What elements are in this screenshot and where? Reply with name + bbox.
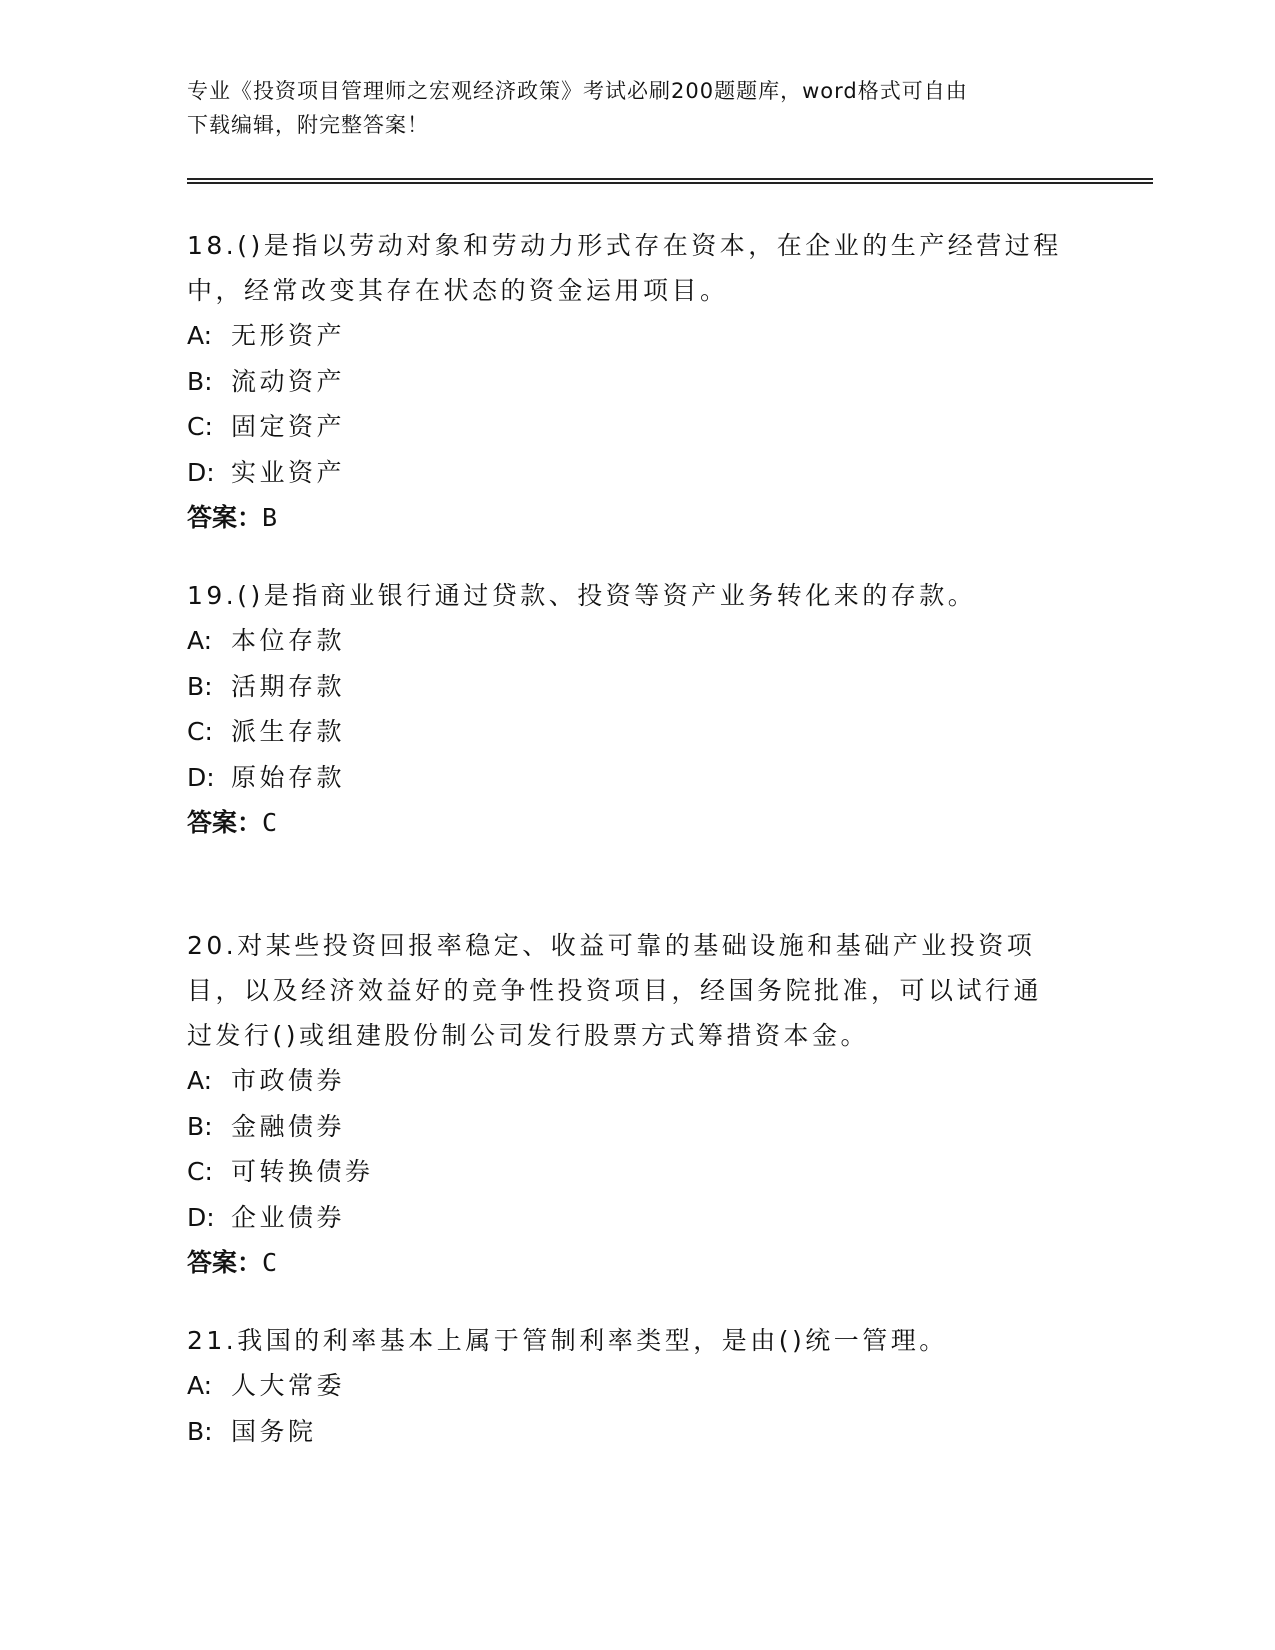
option-text: 流动资产 bbox=[231, 366, 346, 396]
option-text: 固定资产 bbox=[231, 412, 346, 441]
option-key: C: bbox=[187, 717, 213, 746]
document-header bbox=[187, 74, 1067, 142]
option-key: B: bbox=[187, 1111, 213, 1141]
header-line-1: 专业《投资项目管理师之宏观经济政策》考试必刷200题题库，word格式可自由 bbox=[187, 79, 968, 103]
answer-line bbox=[187, 1240, 1067, 1286]
question-stem: 18.()是指以劳动对象和劳动力形式存在资本，在企业的生产经营过程中，经常改变其存在状态的资金运用项目。 bbox=[187, 231, 1062, 305]
option-a bbox=[187, 618, 1067, 664]
question-stem: 21.我国的利率基本上属于管制利率类型，是由()统一管理。 bbox=[187, 1326, 948, 1355]
option-text: 企业债券 bbox=[231, 1202, 346, 1232]
option-text: 原始存款 bbox=[231, 762, 346, 792]
option-key: B: bbox=[187, 366, 213, 396]
header-double-rule bbox=[187, 178, 1153, 184]
option-a bbox=[187, 1058, 1067, 1104]
option-b bbox=[187, 359, 1067, 405]
option-b bbox=[187, 1409, 1067, 1455]
header-line-2: 下载编辑，附完整答案！ bbox=[187, 113, 429, 137]
question-stem: 19.()是指商业银行通过贷款、投资等资产业务转化来的存款。 bbox=[187, 581, 977, 610]
option-d bbox=[187, 1195, 1067, 1241]
option-text: 派生存款 bbox=[231, 717, 346, 746]
option-a bbox=[187, 313, 1067, 359]
answer-value: B bbox=[262, 503, 278, 532]
option-key: D: bbox=[187, 457, 215, 487]
answer-line bbox=[187, 800, 1067, 846]
option-a bbox=[187, 1363, 1067, 1409]
answer-label: 答案： bbox=[187, 1248, 263, 1277]
answer-value: C bbox=[262, 808, 278, 837]
option-key: D: bbox=[187, 1202, 215, 1232]
option-text: 无形资产 bbox=[231, 321, 346, 350]
option-key: A: bbox=[187, 321, 213, 350]
option-text: 可转换债券 bbox=[231, 1157, 374, 1186]
option-c bbox=[187, 1149, 1067, 1195]
option-key: A: bbox=[187, 1371, 213, 1400]
question-stem: 20.对某些投资回报率稳定、收益可靠的基础设施和基础产业投资项目，以及经济效益好的竞争性投资项目，经国务院批准，可以试行通过发行()或组建股份制公司发行股票方式筹措资本金。 bbox=[187, 931, 1043, 1050]
option-key: B: bbox=[187, 671, 213, 701]
option-text: 实业资产 bbox=[231, 457, 346, 487]
option-d bbox=[187, 755, 1067, 801]
option-text: 人大常委 bbox=[231, 1371, 346, 1400]
answer-line bbox=[187, 495, 1067, 541]
option-b bbox=[187, 664, 1067, 710]
option-c bbox=[187, 709, 1067, 755]
option-key: C: bbox=[187, 412, 213, 441]
answer-label: 答案： bbox=[187, 503, 263, 532]
option-text: 活期存款 bbox=[231, 671, 346, 701]
question-19 bbox=[187, 573, 1067, 846]
option-key: A: bbox=[187, 1066, 213, 1095]
option-text: 国务院 bbox=[231, 1416, 317, 1446]
option-d bbox=[187, 450, 1067, 496]
option-text: 市政债券 bbox=[231, 1066, 346, 1095]
answer-value: C bbox=[262, 1248, 278, 1277]
question-21 bbox=[187, 1318, 1067, 1454]
question-18 bbox=[187, 223, 1067, 541]
option-key: A: bbox=[187, 626, 213, 655]
question-20 bbox=[187, 923, 1067, 1286]
option-key: D: bbox=[187, 762, 215, 792]
option-c bbox=[187, 404, 1067, 450]
option-text: 本位存款 bbox=[231, 626, 346, 655]
option-key: B: bbox=[187, 1416, 213, 1446]
option-key: C: bbox=[187, 1157, 213, 1186]
option-b bbox=[187, 1104, 1067, 1150]
option-text: 金融债券 bbox=[231, 1111, 346, 1141]
answer-label: 答案： bbox=[187, 808, 263, 837]
